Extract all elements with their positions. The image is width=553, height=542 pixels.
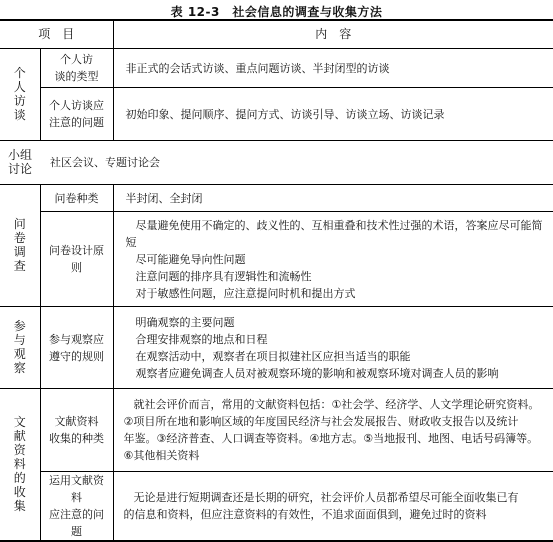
table-row xyxy=(0,307,553,389)
content-cell: 无论是进行短期调查还是长期的研究，社会评价人员都希望尽可能全面收集已有 的信息和资料，但应注意资料的有效性，不追求面面俱到，避免过时的资料 xyxy=(113,472,553,542)
table-row xyxy=(0,88,553,141)
methods-table xyxy=(0,19,553,542)
table-row xyxy=(0,141,553,185)
category-group: 小组 讨论 xyxy=(0,141,40,185)
content-cell: 就社会评价而言，常用的文献资料包括：①社会学、经济学、人文学理论研究资料。 ②项目所在地和影响区域的年度国民经济与社会发展报告、财政收支报告以及统计 年鉴。③经济普查、人口调查等资料。④地方志。⑤当地报刊、地图、电话号码簿等。 ⑥其他相关资料 xyxy=(113,389,553,472)
subcategory-cell: 个人访 谈的类型 xyxy=(40,49,113,88)
header-content: 内 容 xyxy=(113,20,553,49)
subcategory-cell: 文献资料 收集的种类 xyxy=(40,389,113,472)
header-item: 项 目 xyxy=(0,20,113,49)
subcategory-cell: 问卷设计原则 xyxy=(40,212,113,307)
content-cell: 初始印象、提问顺序、提问方式、访谈引导、访谈立场、访谈记录 xyxy=(113,88,553,141)
content-cell: 尽量避免使用不确定的、歧义性的、互相重叠和技术性过强的术语，答案应尽可能简 短 尽可能避免导向性问题 注意问题的排序具有逻辑性和流畅性 对于敏感性问题，应注意提问时机和提出方式 xyxy=(113,212,553,307)
table-title: 表 12-3 社会信息的调查与收集方法 xyxy=(170,5,383,19)
category-interview: 个 人 访 谈 xyxy=(0,49,40,141)
table-row xyxy=(0,212,553,307)
content-cell: 非正式的会话式访谈、重点问题访谈、半封闭型的访谈 xyxy=(113,49,553,88)
table-row xyxy=(0,472,553,542)
category-observation: 参 与 观 察 xyxy=(0,307,40,389)
content-cell: 半封闭、全封闭 xyxy=(113,185,553,212)
category-questionnaire: 问 卷 调 查 xyxy=(0,185,40,307)
subcategory-cell: 运用文献资料 应注意的问题 xyxy=(40,472,113,542)
subcategory-cell: 个人访谈应 注意的问题 xyxy=(40,88,113,141)
content-cell: 明确观察的主要问题 合理安排观察的地点和日程 在观察活动中，观察者在项目拟建社区应担当适当的职能 观察者应避免调查人员对被观察环境的影响和被观察环境对调查人员的影响 xyxy=(113,307,553,389)
subcategory-cell: 参与观察应 遵守的规则 xyxy=(40,307,113,389)
subcategory-cell: 问卷种类 xyxy=(40,185,113,212)
table-row xyxy=(0,49,553,88)
content-cell: 社区会议、专题讨论会 xyxy=(40,141,553,185)
table-row xyxy=(0,389,553,472)
table-header-row xyxy=(0,20,553,49)
category-literature: 文 献 资 料 的 收 集 xyxy=(0,389,40,542)
table-row xyxy=(0,185,553,212)
